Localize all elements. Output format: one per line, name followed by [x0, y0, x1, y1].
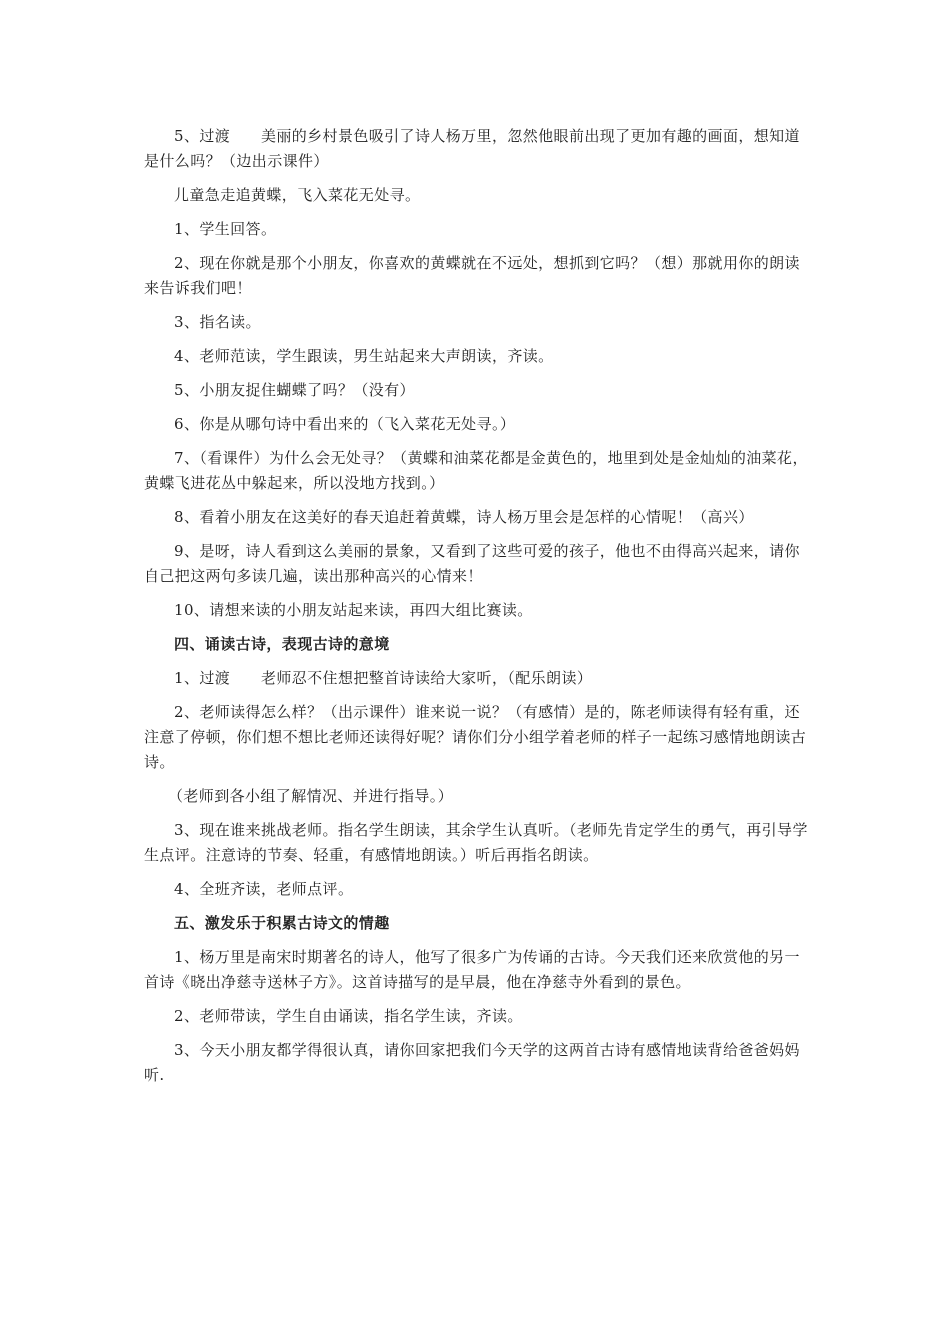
paragraph: 7、（看课件）为什么会无处寻？（黄蝶和油菜花都是金黄色的，地里到处是金灿灿的油菜花，黄蝶飞进花丛中躲起来，所以没地方找到。）	[144, 449, 808, 492]
paragraph: 2、老师读得怎么样？（出示课件）谁来说一说？（有感情）是的，陈老师读得有轻有重，还注意了停顿，你们想不想比老师还读得好呢？请你们分小组学着老师的样子一起练习感情地朗读古诗。	[144, 703, 807, 771]
paragraph: 2、现在你就是那个小朋友，你喜欢的黄蝶就在不远处，想抓到它吗？（想）那就用你的朗读来告诉我们吧！	[144, 254, 800, 297]
paragraph: 10、请想来读的小朋友站起来读，再四大组比赛读。	[174, 601, 533, 619]
paragraph: 1、学生回答。	[174, 220, 277, 238]
paragraph: 3、指名读。	[174, 313, 261, 331]
paragraph: 1、杨万里是南宋时期著名的诗人，他写了很多广为传诵的古诗。今天我们还来欣赏他的另一首诗《晓出净慈寺送林子方》。这首诗描写的是早晨，他在净慈寺外看到的景色。	[144, 948, 800, 991]
paragraph: 1、过渡 老师忍不住想把整首诗读给大家听，（配乐朗读）	[174, 669, 593, 687]
paragraph: 4、全班齐读，老师点评。	[174, 880, 354, 898]
section-heading: 四、诵读古诗，表现古诗的意境	[174, 635, 390, 653]
paragraph: 6、你是从哪句诗中看出来的（飞入菜花无处寻。）	[174, 415, 516, 433]
document-body	[144, 124, 812, 1097]
paragraph: 5、过渡 美丽的乡村景色吸引了诗人杨万里，忽然他眼前出现了更加有趣的画面，想知道是什么吗？（边出示课件）	[144, 127, 800, 170]
paragraph: 儿童急走追黄蝶，飞入菜花无处寻。	[174, 186, 421, 204]
paragraph: 2、老师带读，学生自由诵读，指名学生读，齐读。	[174, 1007, 523, 1025]
paragraph: 3、现在谁来挑战老师。指名学生朗读，其余学生认真听。（老师先肯定学生的勇气，再引导学生点评。注意诗的节奏、轻重，有感情地朗读。）听后再指名朗读。	[144, 821, 808, 864]
section-heading: 五、激发乐于积累古诗文的情趣	[174, 914, 390, 932]
paragraph: 8、看着小朋友在这美好的春天追赶着黄蝶，诗人杨万里会是怎样的心情呢！（高兴）	[174, 508, 754, 526]
paragraph: 4、老师范读，学生跟读，男生站起来大声朗读，齐读。	[174, 347, 554, 365]
note-paragraph: （老师到各小组了解情况、并进行指导。）	[168, 787, 454, 805]
paragraph: 3、今天小朋友都学得很认真，请你回家把我们今天学的这两首古诗有感情地读背给爸爸妈妈听.	[144, 1041, 800, 1084]
paragraph: 9、是呀，诗人看到这么美丽的景象，又看到了这些可爱的孩子，他也不由得高兴起来，请你自己把这两句多读几遍，读出那种高兴的心情来！	[144, 542, 800, 585]
paragraph: 5、小朋友捉住蝴蝶了吗？（没有）	[174, 381, 415, 399]
